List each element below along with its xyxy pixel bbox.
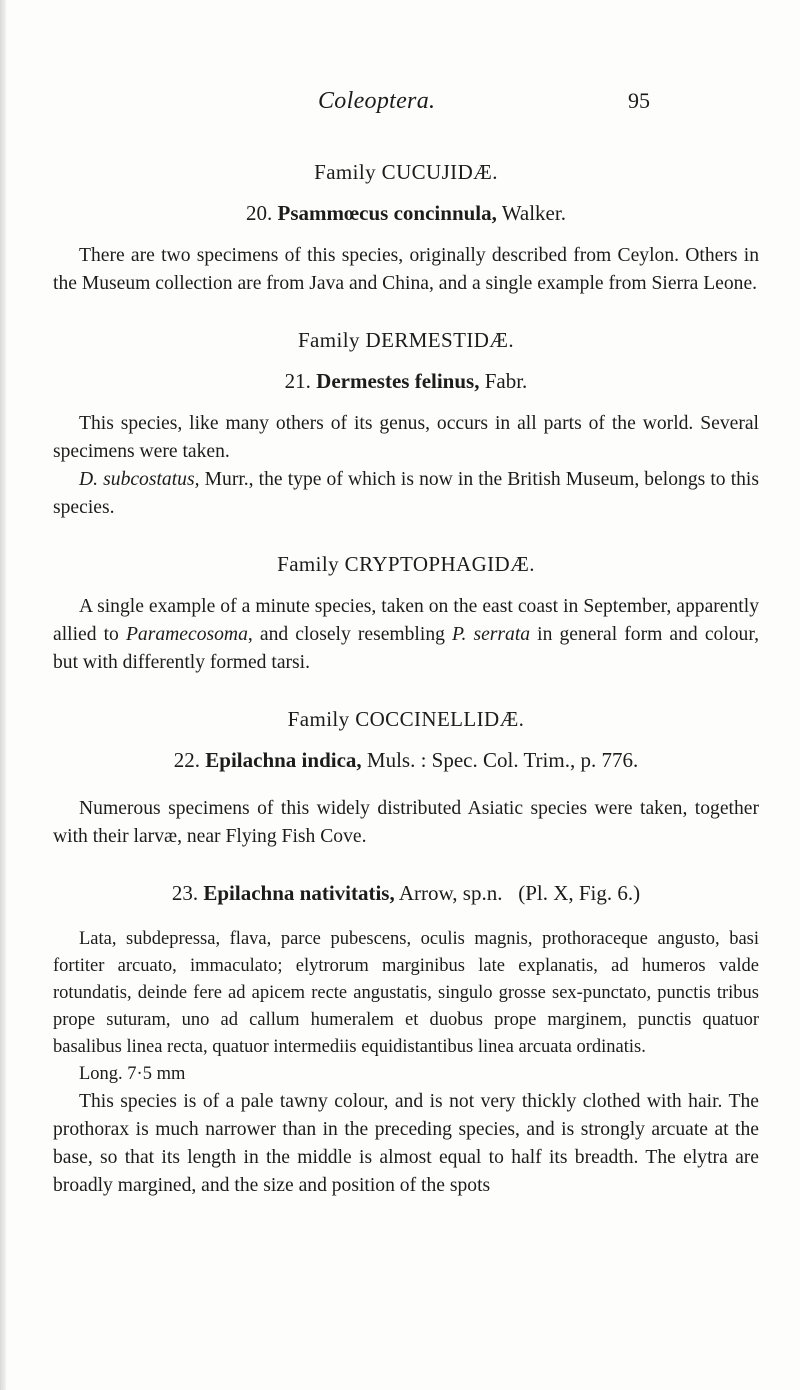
species-name: Epilachna indica, (205, 748, 362, 772)
family-heading-cucujidae: Family CUCUJIDÆ. (314, 160, 498, 184)
running-head (0, 88, 800, 118)
species-number: 20. (246, 201, 273, 225)
species-number: 22. (173, 748, 201, 772)
species-text-20: There are two specimens of this species, originally described from Ceylon. Others in the Museum collection are from Java and China, and a single example from Sierra Leone. (53, 245, 759, 294)
page-number: 95 (628, 88, 650, 113)
species-heading-22 (53, 748, 759, 773)
species-text-22: Numerous specimens of this widely distributed Asiatic species were taken, together with their larvæ, near Flying Fish Cove. (53, 798, 759, 847)
species-name: Epilachna nativitatis, (203, 881, 395, 905)
text-part: , and closely resembling (247, 624, 453, 645)
species-name: Psammœcus concinnula, (277, 201, 497, 225)
synonym-note (53, 466, 759, 522)
family-heading-dermestidae: Family DERMESTIDÆ. (297, 328, 515, 352)
species-heading-21 (53, 369, 759, 394)
species-text-23: This species is of a pale tawny colour, and is not very thickly clothed with hair. The prothorax is much narrower than in the preceding species, and is strongly arcuate at the base, so that its length in the middle is almost equal to half its breadth. The elytra are broadly margined, and the size and position of the spots (53, 1091, 759, 1196)
text-part: A single example of a minute species, taken on the east coast in September, apparently allied to (53, 596, 759, 645)
page-gutter-shadow (0, 0, 6, 1390)
cryptophagid-text (53, 593, 759, 677)
text-block (53, 160, 759, 1200)
family-heading-cryptophagidae: Family CRYPTOPHAGIDÆ. (277, 552, 535, 576)
species-heading-23 (53, 881, 759, 906)
species-author: Walker. (501, 201, 566, 225)
running-title: Coleoptera. (318, 88, 436, 114)
species-heading-20 (53, 201, 759, 226)
text-part: in general form and colour, but with differently formed tarsi. (53, 624, 759, 673)
family-heading-coccinellidae: Family COCCINELLIDÆ. (287, 707, 525, 731)
synonym-name: D. subcostatus, (79, 469, 200, 490)
species-number: 21. (284, 369, 311, 393)
species-author: Fabr. (484, 369, 528, 393)
species-author: Arrow, sp.n. (Pl. X, Fig. 6.) (398, 881, 641, 905)
genus-name: Paramecosoma (125, 624, 248, 645)
species-text-21: This species, like many others of its genus, occurs in all parts of the world. Several specimens were taken. (53, 413, 759, 462)
species-number: 23. (171, 881, 199, 905)
species-name: Dermestes felinus, (316, 369, 480, 393)
species-ref: P. serrata (452, 624, 531, 645)
length-measure: Long. 7·5 mm (79, 1064, 186, 1084)
latin-description: Lata, subdepressa, flava, parce pubescens, oculis magnis, prothoraceque angusto, basi fortiter arcuato, immaculato; elytrorum marginibus late explanatis, ad humeros valde rotundatis, deinde fere ad apicem recte angustatis, singulo grosse sex-punctato, punctis tribus prope suturam, uno ad callum humeralem et duobus prope marginem, punctis quatuor basalibus linea recta, quatuor intermediis equidistantibus linea arcuata ordinatis. (53, 929, 759, 1057)
synonym-text: Murr., the type of which is now in the British Museum, belongs to this species. (53, 469, 759, 518)
species-author: Muls. : Spec. Col. Trim., p. 776. (366, 748, 639, 772)
